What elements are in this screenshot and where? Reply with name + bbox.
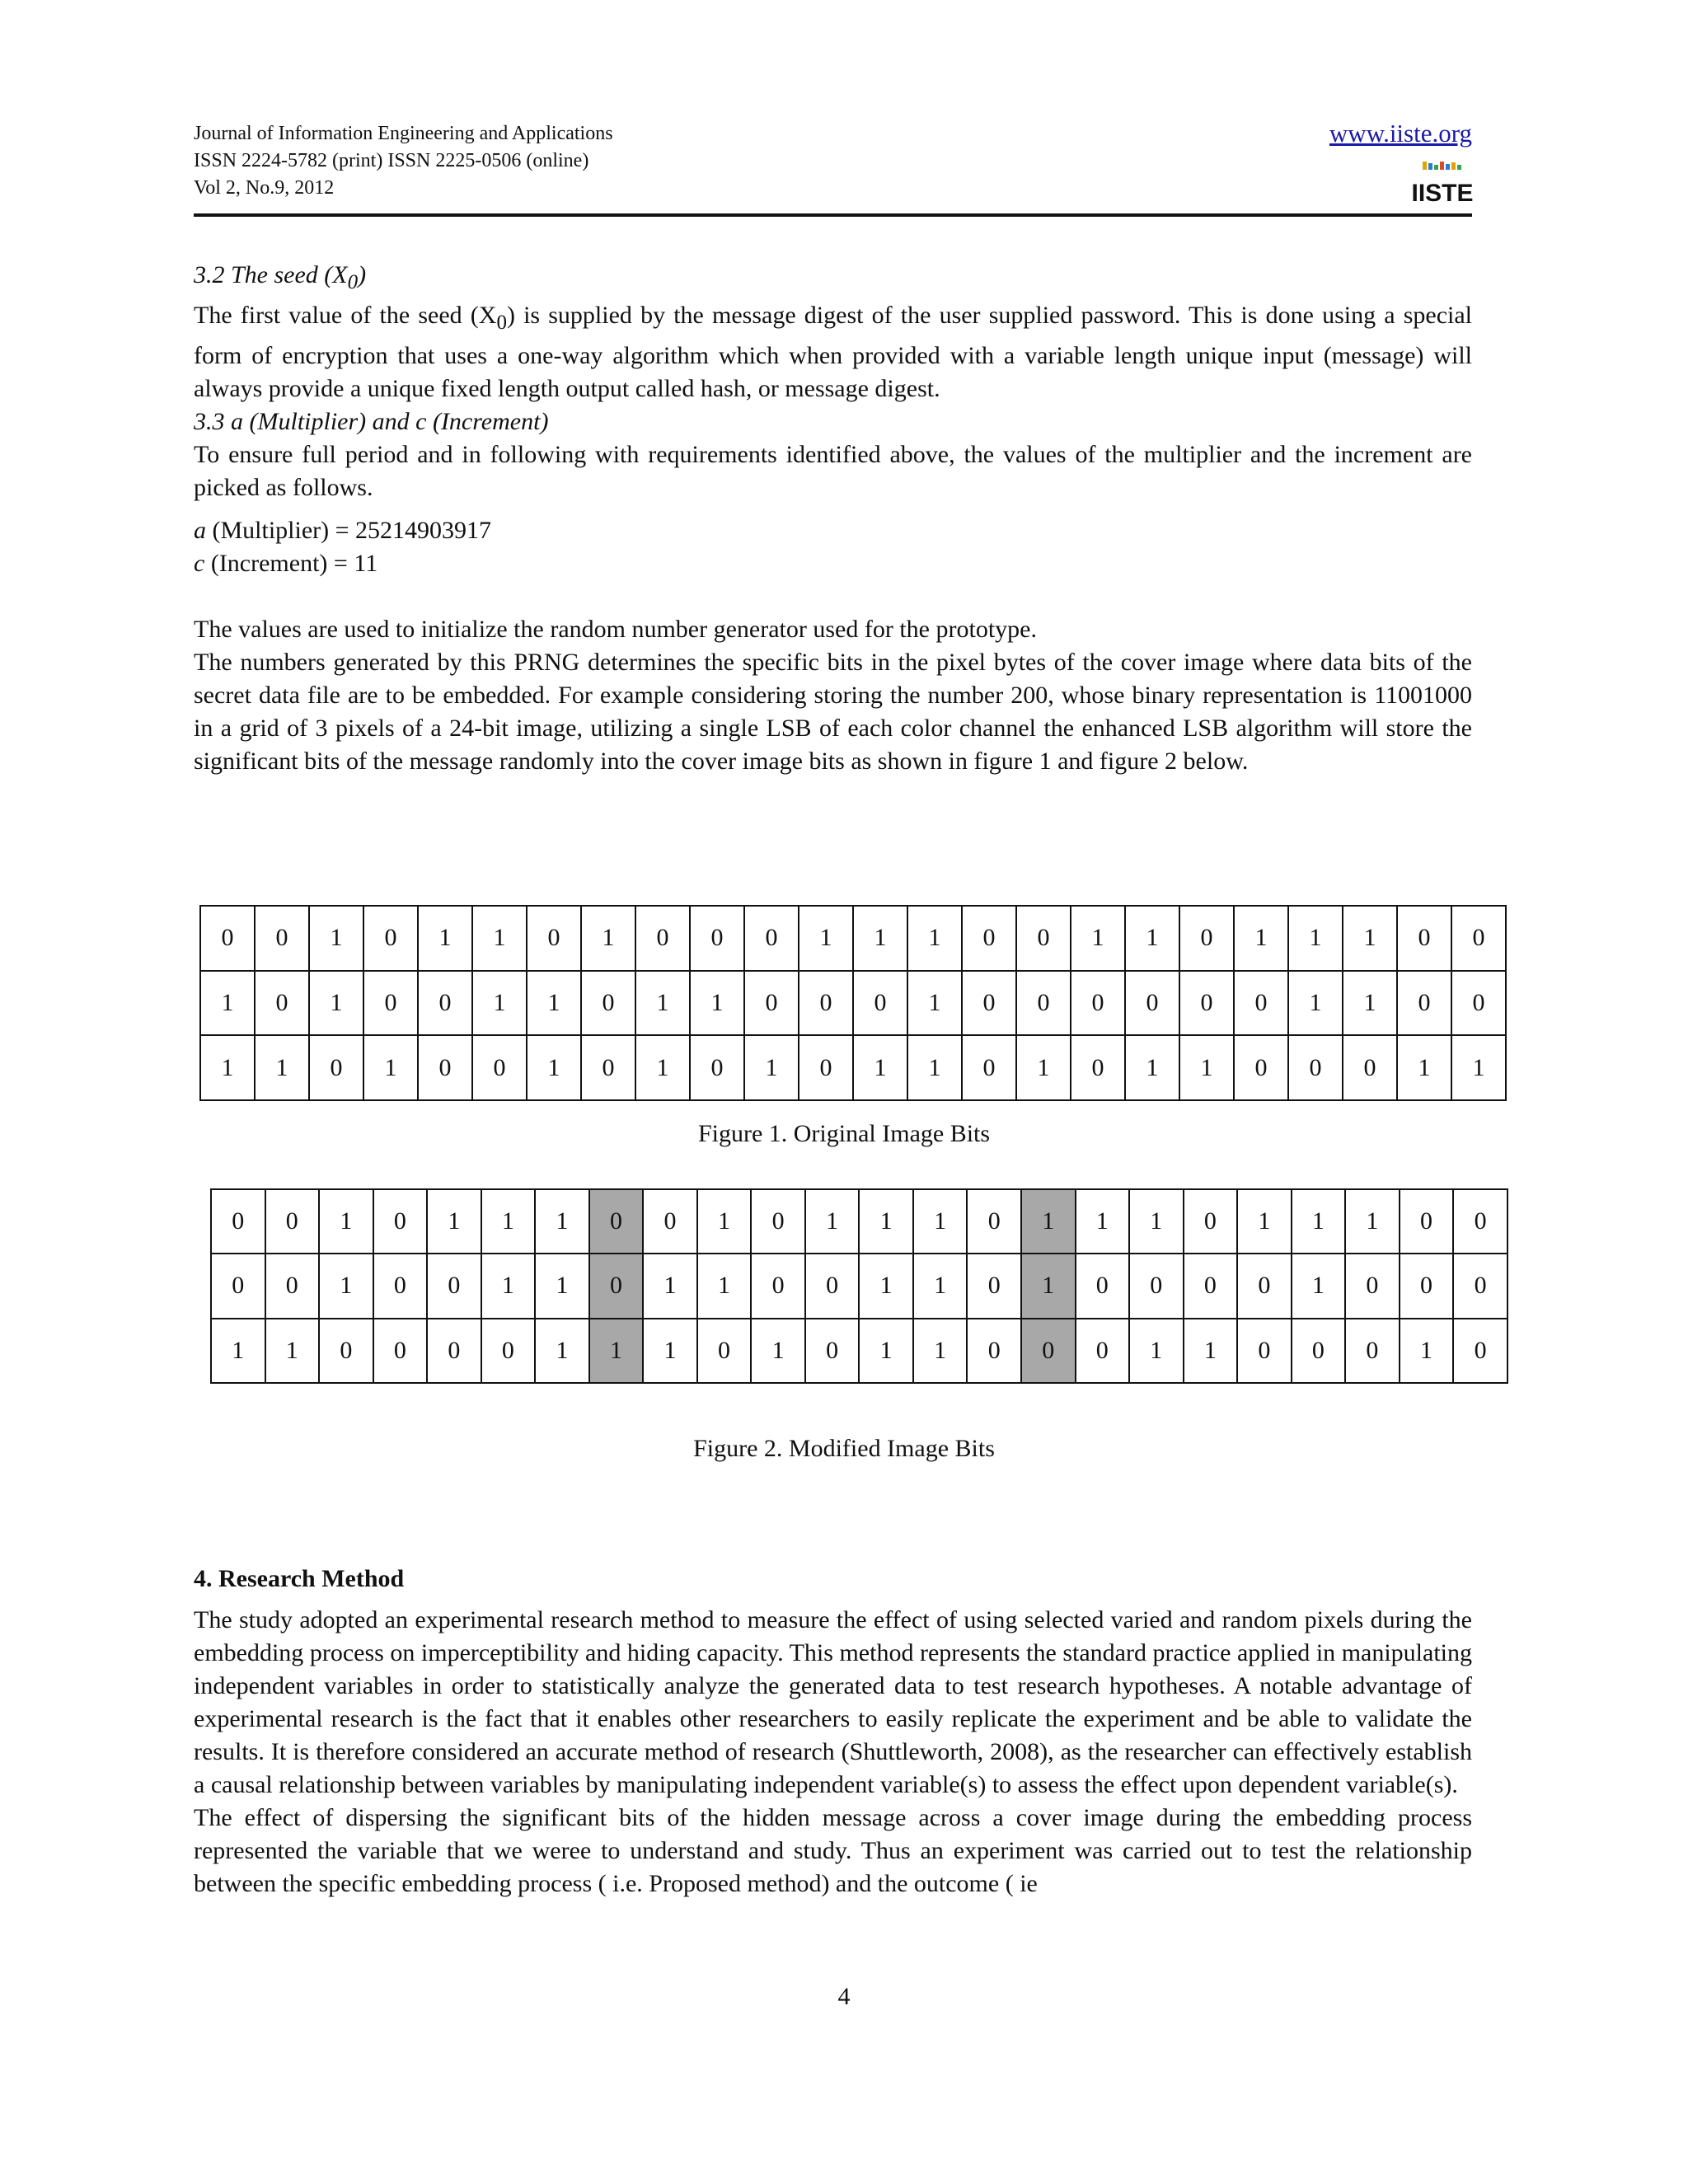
bit-cell: 1 [319, 1189, 373, 1254]
bit-cell: 1 [1129, 1189, 1184, 1254]
bit-cell: 0 [211, 1189, 265, 1254]
bit-cell: 1 [1345, 1189, 1400, 1254]
bit-cell: 0 [1451, 906, 1506, 971]
bit-cell: 1 [1021, 1189, 1076, 1254]
svg-text:IISTE: IISTE [1411, 180, 1474, 207]
bit-cell: 1 [1076, 1189, 1130, 1254]
bit-cell: 1 [697, 1254, 752, 1318]
bit-cell: 1 [913, 1319, 968, 1383]
bit-cell: 0 [799, 971, 853, 1036]
bit-cell: 0 [744, 971, 799, 1036]
bit-cell: 0 [527, 906, 581, 971]
bit-cell: 0 [309, 1035, 363, 1100]
heading-4: 4. Research Method [194, 1565, 405, 1592]
bit-cell: 0 [1237, 1254, 1292, 1318]
paragraph-seed: The first value of the seed $(X_0)$ is supplied by the message digest of the user supplied password. This is done using a special form of encryption that uses a one-way algorithm which when provided with a variable length unique input (message) will always provide a unique fixed length output called hash, or message digest. [194, 302, 1472, 402]
bit-cell: 0 [265, 1189, 320, 1254]
table-row [200, 1035, 1506, 1100]
paragraph-prng: The numbers generated by this PRNG determines the specific bits in the pixel bytes of the cover image where data bits of the secret data file are to be embedded. For example considering storing the number 200, whose binary representation is 11001000 in a grid of 3 pixels of a 24-bit image, utilizing a single LSB of each color channel the enhanced LSB algorithm will store the significant bits of the message randomly into the cover image bits as shown in figure 1 and figure 2 below. [194, 649, 1472, 775]
bit-cell: 1 [535, 1254, 589, 1318]
journal-title: Journal of Information Engineering and Applications [194, 123, 613, 144]
bit-cell: 1 [1125, 1035, 1179, 1100]
bit-cell: 0 [319, 1319, 373, 1383]
bit-cell: 0 [1021, 1319, 1076, 1383]
bit-cell: 0 [1016, 971, 1071, 1036]
bit-cell: 0 [1016, 906, 1071, 971]
bit-cell: 0 [1345, 1319, 1400, 1383]
bit-cell: 0 [1400, 1189, 1454, 1254]
bit-cell: 0 [805, 1319, 860, 1383]
bit-cell: 1 [805, 1189, 860, 1254]
paragraph-initialize: The values are used to initialize the random number generator used for the prototype. [194, 616, 1037, 643]
bit-cell: 1 [581, 906, 635, 971]
bit-cell: 1 [472, 971, 527, 1036]
bit-cell: 0 [255, 906, 309, 971]
bit-cell: 0 [1179, 906, 1234, 971]
bit-cell: 1 [1292, 1254, 1346, 1318]
bit-cell: 0 [1343, 1035, 1397, 1100]
bit-cell: 0 [581, 971, 635, 1036]
bit-cell: 1 [1288, 906, 1343, 971]
bit-cell: 1 [859, 1254, 913, 1318]
website-link[interactable]: www.iiste.org [1329, 119, 1472, 148]
bit-cell: 0 [211, 1254, 265, 1318]
bit-cell: 0 [200, 906, 255, 971]
bit-cell: 0 [690, 906, 744, 971]
bit-cell: 1 [1125, 906, 1179, 971]
bit-cell: 0 [1129, 1254, 1184, 1318]
bit-cell: 1 [859, 1319, 913, 1383]
bit-cell: 1 [255, 1035, 309, 1100]
bit-cell: 1 [1237, 1189, 1292, 1254]
bit-cell: 1 [481, 1189, 536, 1254]
bit-cell: 0 [962, 906, 1016, 971]
bit-cell: 1 [744, 1035, 799, 1100]
bit-cell: 0 [967, 1189, 1021, 1254]
figure2-table [210, 1188, 1508, 1384]
bit-cell: 1 [1016, 1035, 1071, 1100]
bit-cell: 1 [418, 906, 472, 971]
increment-value: c (Increment) = 11 [194, 550, 378, 577]
bit-cell: 1 [907, 906, 962, 971]
bit-cell: 1 [1179, 1035, 1234, 1100]
bit-cell: 0 [1400, 1254, 1454, 1318]
bit-cell: 1 [1184, 1319, 1238, 1383]
bit-cell: 0 [481, 1319, 536, 1383]
bit-cell: 0 [1071, 1035, 1125, 1100]
bit-cell: 1 [1343, 971, 1397, 1036]
bit-cell: 1 [1451, 1035, 1506, 1100]
bit-cell: 0 [1397, 971, 1451, 1036]
bit-cell: 0 [1076, 1254, 1130, 1318]
bit-cell: 1 [643, 1254, 697, 1318]
figure1-table [199, 905, 1507, 1101]
bit-cell: 1 [635, 971, 690, 1036]
bit-cell: 1 [913, 1189, 968, 1254]
bit-cell: 0 [1292, 1319, 1346, 1383]
bit-cell: 0 [427, 1319, 481, 1383]
bit-cell: 0 [805, 1254, 860, 1318]
bit-cell: 1 [1400, 1319, 1454, 1383]
bit-cell: 1 [363, 1035, 418, 1100]
journal-meta [194, 120, 613, 202]
table-row [200, 906, 1506, 971]
bit-cell: 0 [1184, 1254, 1238, 1318]
bit-cell: 0 [1076, 1319, 1130, 1383]
bit-cell: 1 [527, 971, 581, 1036]
bit-cell: 1 [751, 1319, 805, 1383]
bit-cell: 1 [799, 906, 853, 971]
bit-cell: 1 [907, 971, 962, 1036]
bit-cell: 0 [363, 906, 418, 971]
bit-cell: 0 [1234, 971, 1288, 1036]
bit-cell: 1 [1021, 1254, 1076, 1318]
bit-cell: 0 [418, 1035, 472, 1100]
header-rule [194, 213, 1472, 217]
bit-cell: 1 [211, 1319, 265, 1383]
bit-cell: 1 [535, 1319, 589, 1383]
bit-cell: 0 [418, 971, 472, 1036]
paragraph-method-1: The study adopted an experimental research method to measure the effect of using selected varied and random pixels during the embedding process on imperceptibility and hiding capacity. This method represents the standard practice applied in manipulating independent variables in order to statistically analyze the generated data to test research hypotheses. A notable advantage of experimental research is the fact that it enables other researchers to easily replicate the experiment and be able to validate the results. It is therefore considered an accurate method of research (Shuttleworth, 2008), as the researcher can effectively establish a causal relationship between variables by manipulating independent variable(s) to assess the effect upon dependent variable(s). [194, 1606, 1472, 1798]
bit-cell: 0 [1179, 971, 1234, 1036]
bit-cell: 1 [697, 1189, 752, 1254]
bit-cell: 0 [697, 1319, 752, 1383]
bit-cell: 1 [1343, 906, 1397, 971]
bit-cell: 0 [1451, 971, 1506, 1036]
bit-cell: 0 [1453, 1189, 1507, 1254]
bit-cell: 0 [690, 1035, 744, 1100]
bit-cell: 0 [1453, 1254, 1507, 1318]
bit-cell: 0 [589, 1189, 644, 1254]
multiplier-value: a (Multiplier) = 25214903917 [194, 517, 492, 544]
table-row [211, 1189, 1507, 1254]
bit-cell: 1 [1234, 906, 1288, 971]
bit-cell: 0 [472, 1035, 527, 1100]
bit-cell: 0 [1184, 1189, 1238, 1254]
bit-cell: 0 [643, 1189, 697, 1254]
bit-cell: 0 [427, 1254, 481, 1318]
bit-cell: 0 [1453, 1319, 1507, 1383]
bit-cell: 0 [967, 1319, 1021, 1383]
body-content [194, 259, 1472, 778]
iiste-logo-icon [1411, 157, 1474, 207]
bit-cell: 0 [581, 1035, 635, 1100]
bit-cell: 0 [1288, 1035, 1343, 1100]
bit-cell: 1 [643, 1319, 697, 1383]
bit-cell: 0 [1237, 1319, 1292, 1383]
table-row [211, 1319, 1507, 1383]
bit-cell: 1 [309, 906, 363, 971]
figure1-caption: Figure 1. Original Image Bits [697, 1120, 991, 1147]
heading-3-3: 3.3 a (Multiplier) and c (Increment) [194, 408, 549, 435]
table-row [200, 971, 1506, 1036]
bit-cell: 1 [1288, 971, 1343, 1036]
bit-cell: 1 [913, 1254, 968, 1318]
bit-cell: 0 [751, 1189, 805, 1254]
paragraph-method-2: The effect of dispersing the significant bits of the hidden message across a cover image during the embedding process represented the variable that we weree to understand and study. Thus an experiment was carried out to test the relationship between the specific embedding process ( i.e. Proposed method) and the outcome ( ie [194, 1804, 1472, 1897]
bit-cell: 0 [363, 971, 418, 1036]
page-number: 4 [837, 1983, 851, 2010]
table-row [211, 1254, 1507, 1318]
bit-cell: 0 [1397, 906, 1451, 971]
bit-cell: 1 [535, 1189, 589, 1254]
bit-cell: 0 [1125, 971, 1179, 1036]
bit-cell: 1 [859, 1189, 913, 1254]
bit-cell: 1 [265, 1319, 320, 1383]
heading-3-2: 3.2 The seed $(X_0)$ [194, 261, 367, 293]
section-research-method [194, 1563, 1472, 1900]
bit-cell: 1 [481, 1254, 536, 1318]
bit-cell: 1 [853, 1035, 907, 1100]
bit-cell: 0 [265, 1254, 320, 1318]
paragraph-multiplier: To ensure full period and in following with requirements identified above, the values of the multiplier and the increment are picked as follows. [194, 441, 1472, 501]
bit-cell: 0 [967, 1254, 1021, 1318]
bit-cell: 0 [589, 1254, 644, 1318]
bit-cell: 0 [373, 1189, 428, 1254]
bit-cell: 0 [1071, 971, 1125, 1036]
figure2-caption: Figure 2. Modified Image Bits [693, 1435, 995, 1462]
bit-cell: 1 [200, 1035, 255, 1100]
bit-cell: 0 [255, 971, 309, 1036]
bit-cell: 1 [427, 1189, 481, 1254]
bit-cell: 0 [751, 1254, 805, 1318]
bit-cell: 1 [200, 971, 255, 1036]
bit-cell: 1 [589, 1319, 644, 1383]
bit-cell: 1 [853, 906, 907, 971]
bit-cell: 0 [744, 906, 799, 971]
bit-cell: 1 [690, 971, 744, 1036]
journal-issn: ISSN 2224-5782 (print) ISSN 2225-0506 (online) [194, 150, 589, 171]
bit-cell: 0 [1234, 1035, 1288, 1100]
bit-cell: 1 [1071, 906, 1125, 971]
bit-cell: 0 [635, 906, 690, 971]
bit-cell: 0 [962, 971, 1016, 1036]
bit-cell: 1 [319, 1254, 373, 1318]
bit-cell: 1 [1292, 1189, 1346, 1254]
bit-cell: 0 [799, 1035, 853, 1100]
page-header [194, 120, 1472, 218]
bit-cell: 0 [962, 1035, 1016, 1100]
bit-cell: 1 [527, 1035, 581, 1100]
bit-cell: 1 [907, 1035, 962, 1100]
bit-cell: 1 [309, 971, 363, 1036]
bit-cell: 0 [373, 1254, 428, 1318]
bit-cell: 0 [373, 1319, 428, 1383]
bit-cell: 1 [635, 1035, 690, 1100]
bit-cell: 1 [472, 906, 527, 971]
journal-volume: Vol 2, No.9, 2012 [194, 177, 335, 199]
bit-cell: 1 [1397, 1035, 1451, 1100]
bit-cell: 0 [853, 971, 907, 1036]
bit-cell: 1 [1129, 1319, 1184, 1383]
bit-cell: 0 [1345, 1254, 1400, 1318]
